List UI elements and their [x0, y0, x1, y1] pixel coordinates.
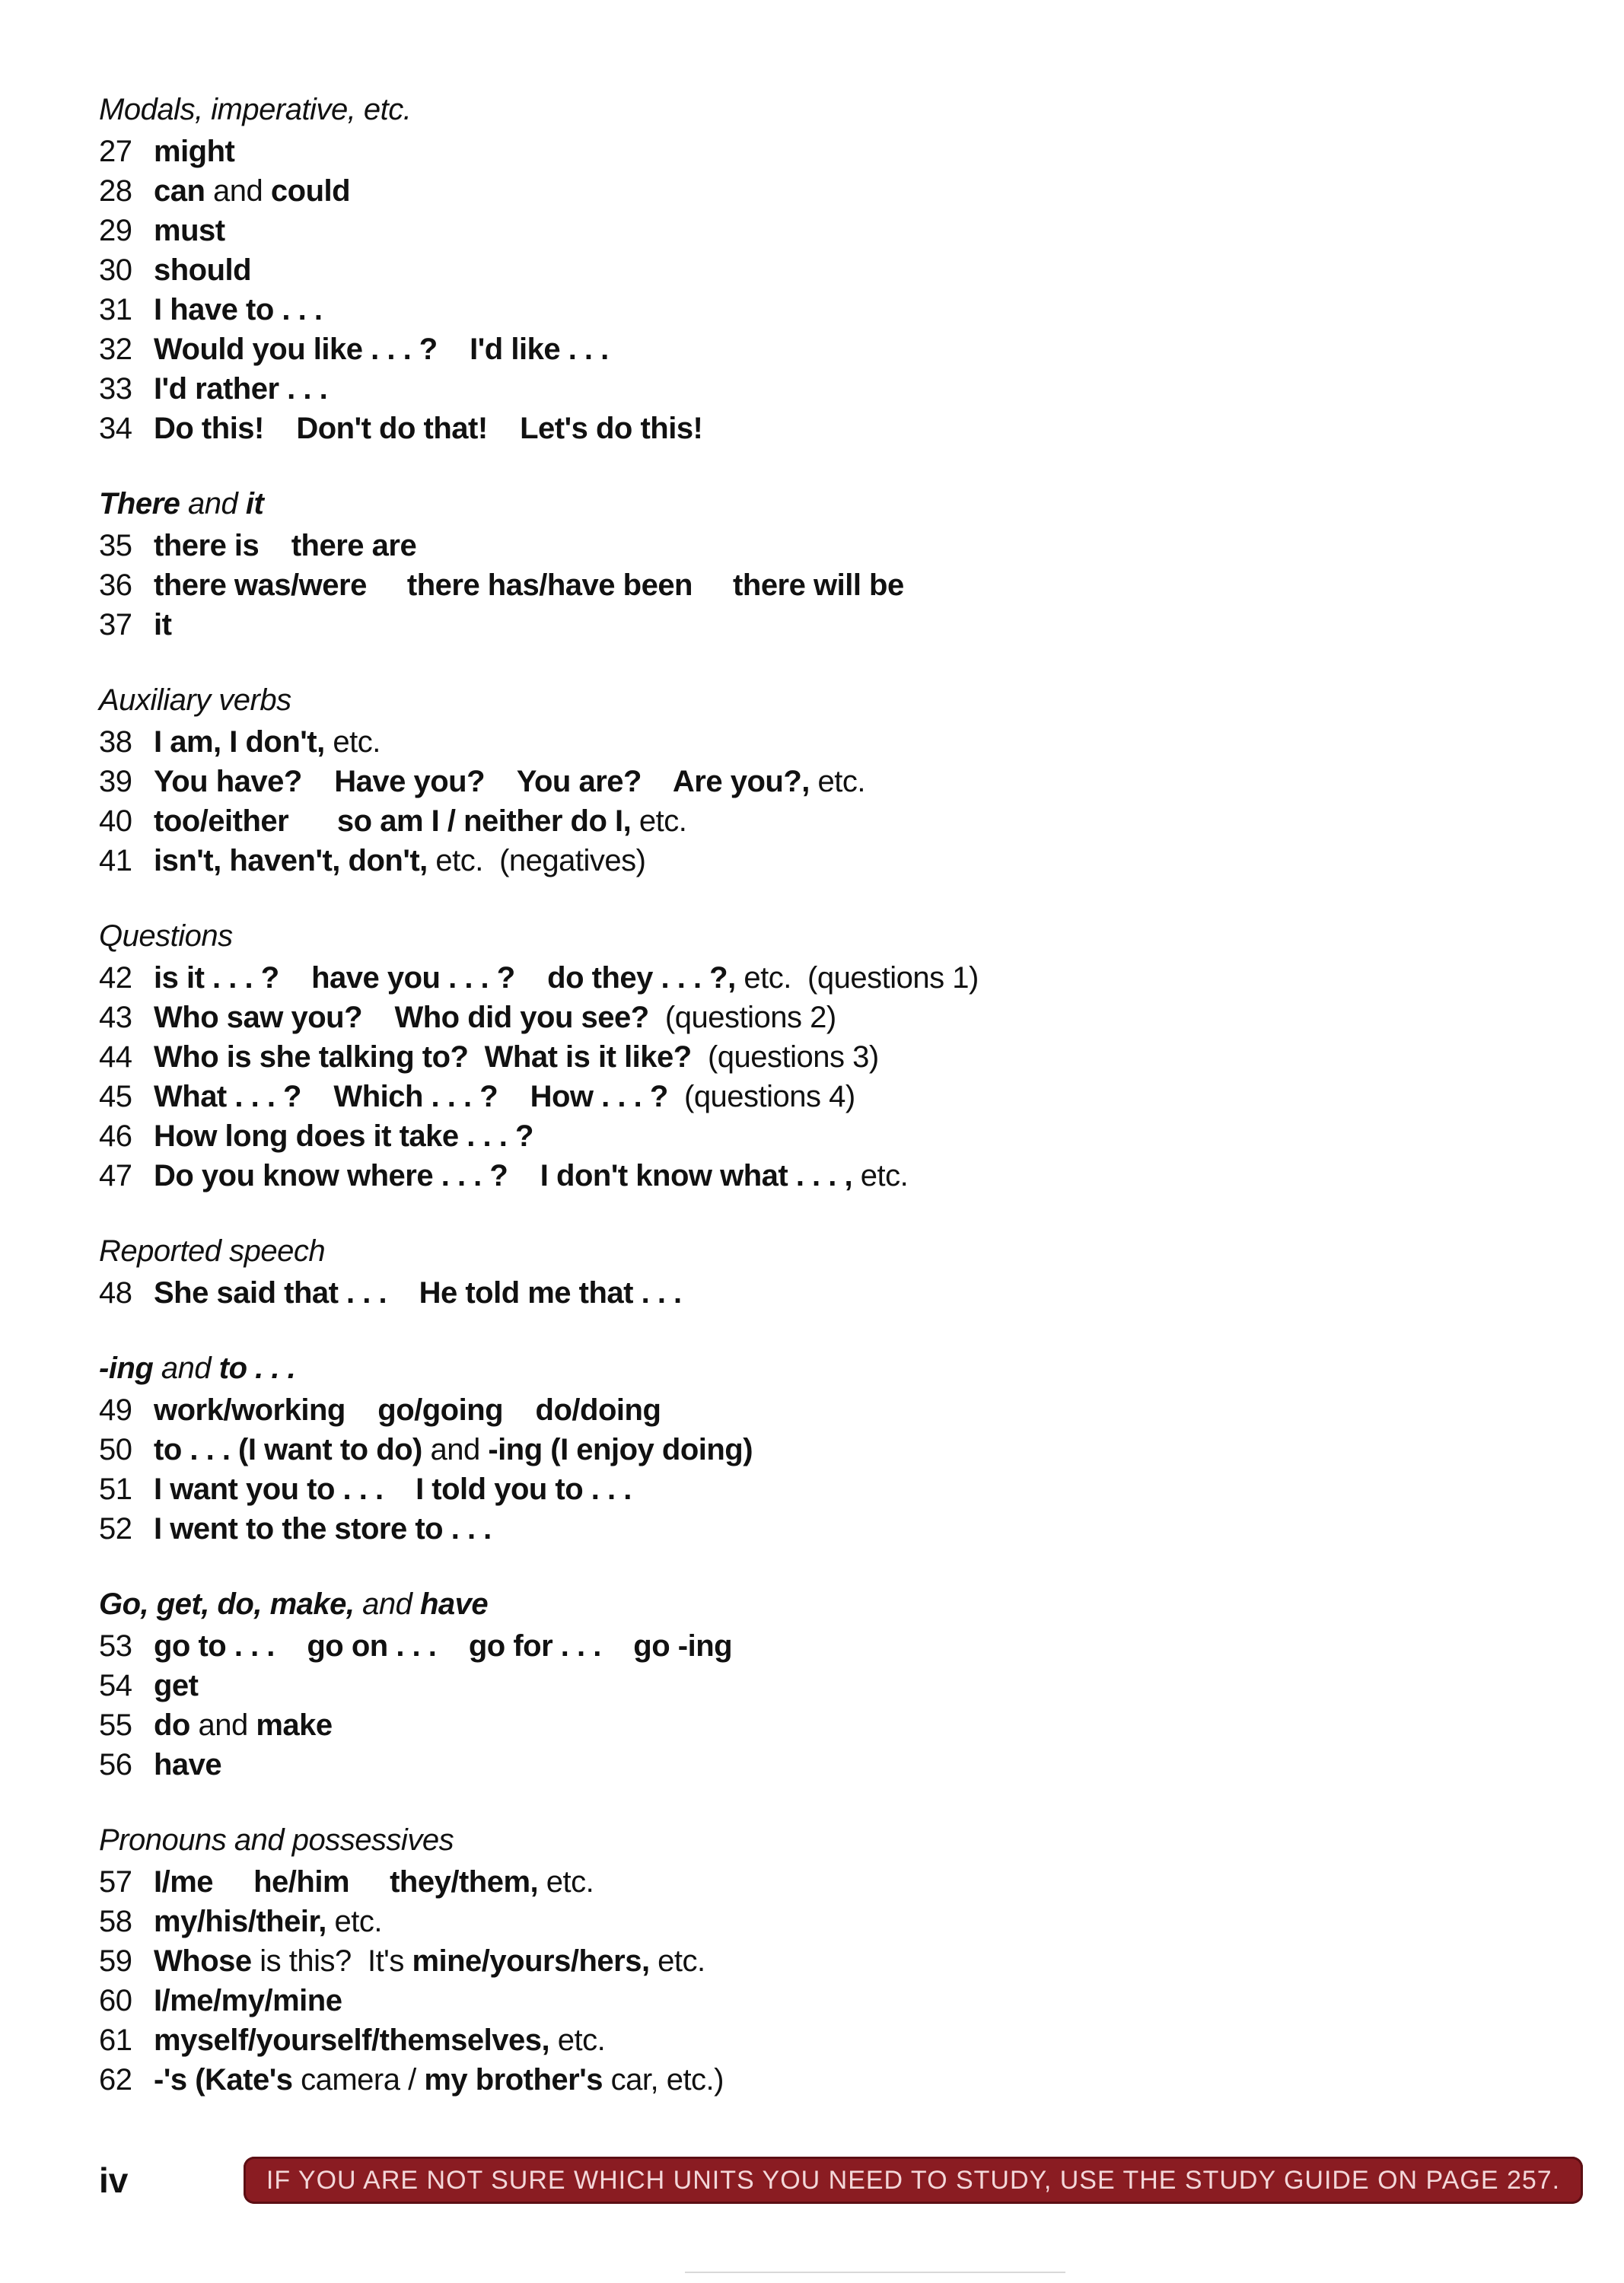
- unit-number: 48: [99, 1276, 132, 1310]
- unit-number: 58: [99, 1905, 132, 1938]
- page-number: iv: [99, 2160, 129, 2200]
- unit-number: 27: [99, 135, 132, 168]
- unit-title: [154, 605, 171, 645]
- unit-title: [154, 250, 251, 290]
- text-run: Auxiliary verbs: [99, 683, 291, 717]
- unit-title: [154, 1745, 221, 1785]
- study-guide-banner: [244, 2157, 1583, 2204]
- text-run: She said that . . . He told me that . . .: [154, 1276, 682, 1310]
- unit-number: 32: [99, 333, 132, 366]
- toc-section: [99, 482, 1545, 645]
- unit-title: [154, 565, 904, 605]
- text-run: to . . .: [218, 1352, 296, 1385]
- toc-entry[interactable]: [99, 2020, 1545, 2060]
- toc-entry[interactable]: [99, 1862, 1545, 1902]
- text-run: Reported speech: [99, 1234, 326, 1268]
- text-run: etc.: [649, 1944, 705, 1978]
- unit-number: 49: [99, 1393, 132, 1427]
- text-run: etc.: [326, 1905, 383, 1938]
- section-title: [99, 1582, 1545, 1626]
- toc-section: [99, 1818, 1545, 2100]
- text-run: can: [154, 174, 205, 208]
- unit-number: 37: [99, 608, 132, 642]
- text-run: I went to the store to . . .: [154, 1512, 492, 1546]
- text-run: could: [270, 174, 351, 208]
- text-run: Do this! Don't do that! Let's do this!: [154, 412, 703, 445]
- toc-entry[interactable]: [99, 1037, 1545, 1077]
- text-run: should: [154, 253, 252, 287]
- toc-entry[interactable]: [99, 1430, 1545, 1469]
- text-run: (questions 4): [667, 1080, 855, 1113]
- unit-title: [154, 1116, 533, 1156]
- unit-title: [154, 1981, 342, 2020]
- text-run: is this? It's: [251, 1944, 412, 1978]
- text-run: to . . . (I want to do): [154, 1433, 422, 1466]
- toc-entry[interactable]: [99, 605, 1545, 645]
- toc-entry[interactable]: [99, 998, 1545, 1037]
- text-run: How long does it take . . . ?: [154, 1119, 533, 1153]
- section-title: [99, 1818, 1545, 1862]
- text-run: etc.: [809, 765, 865, 798]
- toc-entry[interactable]: [99, 1745, 1545, 1785]
- text-run: Would you like . . . ? I'd like . . .: [154, 333, 609, 366]
- text-run: must: [154, 214, 225, 247]
- section-title: [99, 88, 1545, 132]
- toc-entry[interactable]: [99, 1666, 1545, 1705]
- unit-title: [154, 1862, 594, 1902]
- toc-entry[interactable]: [99, 1116, 1545, 1156]
- text-run: -'s (Kate's: [154, 2063, 293, 2097]
- toc-section: [99, 678, 1545, 880]
- unit-title: [154, 1273, 682, 1313]
- unit-number: 31: [99, 293, 132, 326]
- toc-entry[interactable]: [99, 1626, 1545, 1666]
- unit-title: [154, 1077, 855, 1116]
- toc-entry[interactable]: [99, 211, 1545, 250]
- unit-number: 35: [99, 529, 132, 562]
- unit-number: 50: [99, 1433, 132, 1466]
- text-run: do: [154, 1708, 190, 1742]
- unit-title: [154, 409, 702, 448]
- unit-number: 54: [99, 1669, 132, 1702]
- toc-entry[interactable]: [99, 1902, 1545, 1941]
- toc-entry[interactable]: [99, 565, 1545, 605]
- toc-entry[interactable]: [99, 171, 1545, 211]
- text-run: and: [354, 1587, 420, 1621]
- unit-title: [154, 330, 609, 369]
- text-run: I'd rather . . .: [154, 372, 328, 406]
- toc-entry[interactable]: [99, 1941, 1545, 1981]
- text-run: etc.: [324, 725, 381, 759]
- unit-number: 53: [99, 1629, 132, 1663]
- unit-number: 41: [99, 844, 132, 877]
- section-title: [99, 1346, 1545, 1390]
- unit-number: 51: [99, 1473, 132, 1506]
- table-of-contents: [99, 88, 1545, 2133]
- toc-entry[interactable]: [99, 1705, 1545, 1745]
- text-run: etc.: [549, 2023, 606, 2057]
- unit-number: 28: [99, 174, 132, 208]
- text-run: You have? Have you? You are? Are you?,: [154, 765, 810, 798]
- unit-number: 61: [99, 2023, 132, 2057]
- section-title: [99, 482, 1545, 526]
- toc-entry[interactable]: [99, 250, 1545, 290]
- unit-number: 42: [99, 961, 132, 995]
- toc-entry[interactable]: [99, 369, 1545, 409]
- text-run: etc.: [538, 1865, 594, 1899]
- text-run: (questions 3): [691, 1040, 879, 1074]
- unit-title: [154, 1430, 753, 1469]
- toc-section: [99, 914, 1545, 1196]
- text-run: my brother's: [424, 2063, 603, 2097]
- unit-number: 46: [99, 1119, 132, 1153]
- toc-entry[interactable]: [99, 132, 1545, 171]
- toc-entry[interactable]: [99, 762, 1545, 801]
- text-run: mine/yours/hers,: [412, 1944, 650, 1978]
- unit-number: 39: [99, 765, 132, 798]
- text-run: get: [154, 1669, 199, 1702]
- toc-entry[interactable]: [99, 1981, 1545, 2020]
- text-run: (questions 2): [648, 1001, 836, 1034]
- unit-title: [154, 369, 327, 409]
- unit-number: 38: [99, 725, 132, 759]
- text-run: -ing (I enjoy doing): [488, 1433, 753, 1466]
- text-run: Whose: [154, 1944, 252, 1978]
- unit-title: [154, 1390, 661, 1430]
- study-guide-banner-text: IF YOU ARE NOT SURE WHICH UNITS YOU NEED TO STUDY, USE THE STUDY GUIDE ON PAGE 257.: [266, 2165, 1561, 2195]
- unit-number: 57: [99, 1865, 132, 1899]
- text-run: too/either so am I / neither do I,: [154, 804, 632, 838]
- toc-section: [99, 1229, 1545, 1313]
- unit-number: 30: [99, 253, 132, 287]
- text-run: Pronouns and possessives: [99, 1823, 454, 1857]
- text-run: and: [189, 1708, 256, 1742]
- text-run: Questions: [99, 919, 233, 953]
- text-run: and: [180, 487, 246, 521]
- unit-title: [154, 526, 416, 565]
- unit-title: [154, 132, 234, 171]
- toc-entry[interactable]: [99, 1509, 1545, 1549]
- toc-entry[interactable]: [99, 1469, 1545, 1509]
- text-run: etc. (questions 1): [735, 961, 979, 995]
- text-run: have: [154, 1748, 222, 1782]
- unit-title: [154, 998, 836, 1037]
- text-run: is it . . . ? have you . . . ? do they . . . ?,: [154, 961, 736, 995]
- unit-title: [154, 841, 645, 880]
- unit-number: 60: [99, 1984, 132, 2017]
- toc-section: [99, 1346, 1545, 1549]
- toc-entry[interactable]: [99, 1077, 1545, 1116]
- text-run: -ing: [99, 1352, 154, 1385]
- toc-entry[interactable]: [99, 958, 1545, 998]
- unit-title: [154, 2020, 605, 2060]
- text-run: might: [154, 135, 235, 168]
- text-run: it: [154, 608, 172, 642]
- text-run: myself/yourself/themselves,: [154, 2023, 550, 2057]
- text-run: and: [153, 1352, 219, 1385]
- text-run: etc.: [852, 1159, 909, 1192]
- text-run: There: [99, 487, 180, 521]
- text-run: Who is she talking to? What is it like?: [154, 1040, 692, 1074]
- text-run: I am, I don't,: [154, 725, 325, 759]
- toc-entry[interactable]: [99, 330, 1545, 369]
- text-run: there is there are: [154, 529, 417, 562]
- text-run: I want you to . . . I told you to . . .: [154, 1473, 632, 1506]
- text-run: I/me he/him they/them,: [154, 1865, 539, 1899]
- text-run: Do you know where . . . ? I don't know what . . . ,: [154, 1159, 853, 1192]
- text-run: go to . . . go on . . . go for . . . go -ing: [154, 1629, 733, 1663]
- unit-number: 33: [99, 372, 132, 406]
- unit-title: [154, 958, 979, 998]
- text-run: Modals, imperative, etc.: [99, 93, 412, 126]
- unit-title: [154, 1509, 492, 1549]
- unit-number: 40: [99, 804, 132, 838]
- unit-number: 52: [99, 1512, 132, 1546]
- text-run: car, etc.): [603, 2063, 724, 2097]
- unit-number: 62: [99, 2063, 132, 2097]
- toc-entry[interactable]: [99, 801, 1545, 841]
- unit-title: [154, 1941, 705, 1981]
- text-run: work/working go/going do/doing: [154, 1393, 661, 1427]
- toc-entry[interactable]: [99, 290, 1545, 330]
- toc-entry[interactable]: [99, 1390, 1545, 1430]
- unit-title: [154, 1666, 199, 1705]
- section-title: [99, 1229, 1545, 1273]
- toc-section: [99, 1582, 1545, 1785]
- toc-entry[interactable]: [99, 409, 1545, 448]
- unit-title: [154, 1156, 908, 1196]
- unit-title: [154, 290, 322, 330]
- unit-title: [154, 2060, 724, 2100]
- unit-title: [154, 171, 350, 211]
- unit-number: 34: [99, 412, 132, 445]
- unit-title: [154, 762, 865, 801]
- unit-title: [154, 211, 225, 250]
- unit-number: 44: [99, 1040, 132, 1074]
- text-run: have: [419, 1587, 489, 1621]
- section-title: [99, 678, 1545, 722]
- section-title: [99, 914, 1545, 958]
- text-run: camera /: [292, 2063, 425, 2097]
- unit-title: [154, 1626, 732, 1666]
- toc-entry[interactable]: [99, 722, 1545, 762]
- text-run: I have to . . .: [154, 293, 323, 326]
- bottom-divider: [685, 2272, 1065, 2273]
- unit-title: [154, 1902, 382, 1941]
- unit-number: 59: [99, 1944, 132, 1978]
- unit-number: 43: [99, 1001, 132, 1034]
- unit-title: [154, 1469, 632, 1509]
- unit-title: [154, 722, 381, 762]
- text-run: I/me/my/mine: [154, 1984, 342, 2017]
- unit-number: 47: [99, 1159, 132, 1192]
- text-run: make: [256, 1708, 333, 1742]
- text-run: etc.: [631, 804, 687, 838]
- toc-section: [99, 88, 1545, 448]
- text-run: What . . . ? Which . . . ? How . . . ?: [154, 1080, 668, 1113]
- unit-number: 29: [99, 214, 132, 247]
- unit-number: 36: [99, 568, 132, 602]
- toc-entry[interactable]: [99, 1273, 1545, 1313]
- text-run: it: [245, 487, 264, 521]
- unit-number: 45: [99, 1080, 132, 1113]
- text-run: there was/were there has/have been there will be: [154, 568, 904, 602]
- text-run: isn't, haven't, don't,: [154, 844, 428, 877]
- unit-number: 56: [99, 1748, 132, 1782]
- unit-title: [154, 1037, 879, 1077]
- toc-entry[interactable]: [99, 526, 1545, 565]
- unit-title: [154, 1705, 333, 1745]
- text-run: etc. (negatives): [427, 844, 646, 877]
- text-run: and: [205, 174, 271, 208]
- unit-title: [154, 801, 686, 841]
- text-run: and: [422, 1433, 489, 1466]
- text-run: my/his/their,: [154, 1905, 326, 1938]
- toc-entry[interactable]: [99, 1156, 1545, 1196]
- text-run: Who saw you? Who did you see?: [154, 1001, 649, 1034]
- toc-entry[interactable]: [99, 2060, 1545, 2100]
- text-run: Go, get, do, make,: [99, 1587, 355, 1621]
- unit-number: 55: [99, 1708, 132, 1742]
- toc-entry[interactable]: [99, 841, 1545, 880]
